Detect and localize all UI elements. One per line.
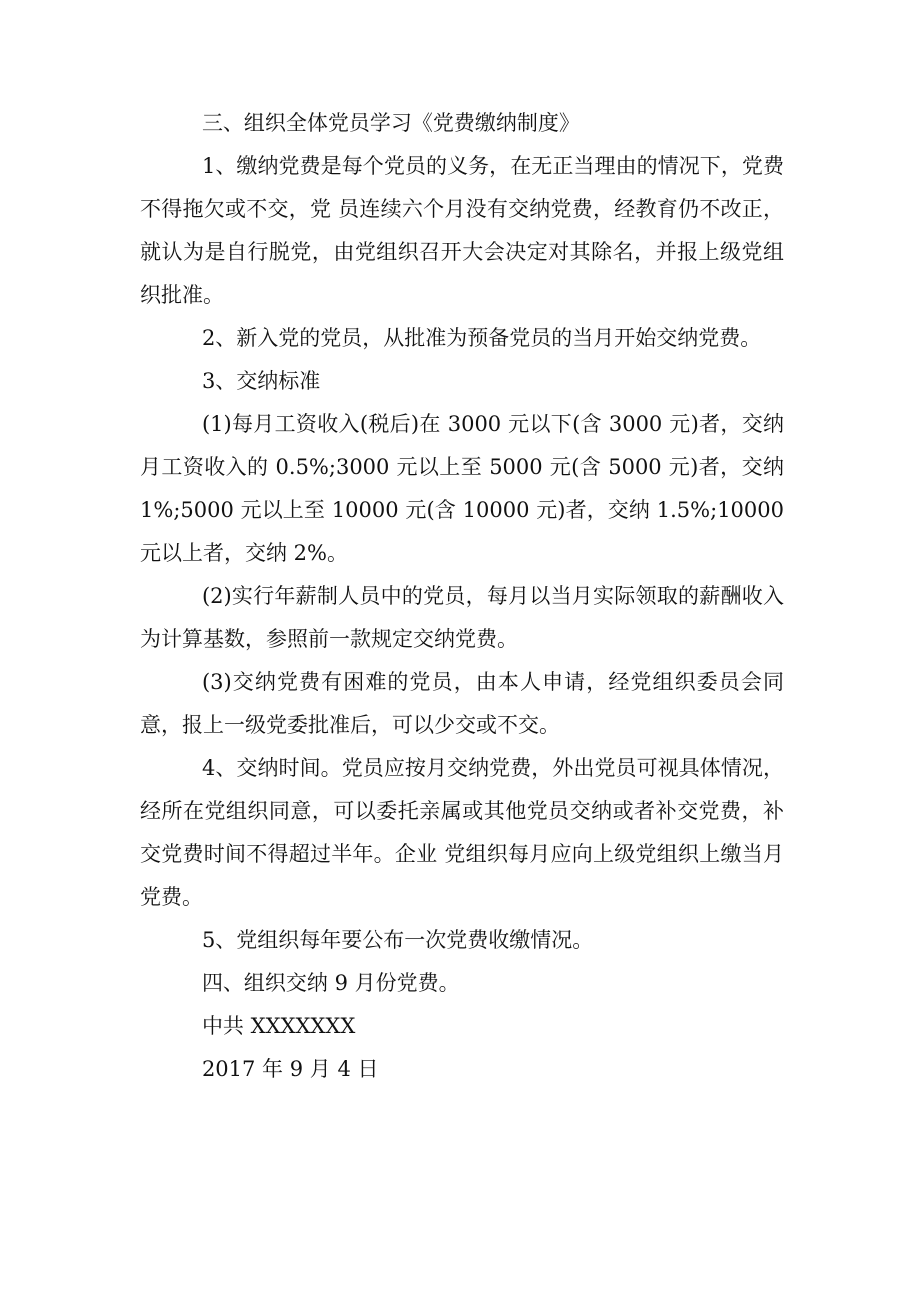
paragraph-item-1: 1、缴纳党费是每个党员的义务，在无正当理由的情况下，党费不得拖欠或不交，党 员连续六个月没有交纳党费，经教育仍不改正，就认为是自行脱党，由党组织召开大会决定对其除名，并报上级党组织批准。 [140, 154, 784, 307]
paragraph-standard-3: (3)交纳党费有困难的党员，由本人申请，经党组织委员会同意，报上一级党委批准后，可以少交或不交。 [140, 670, 784, 737]
paragraph-item-4: 4、交纳时间。党员应按月交纳党费，外出党员可视具体情况，经所在党组织同意，可以委托亲属或其他党员交纳或者补交党费，补交党费时间不得超过半年。企业 党组织每月应向上级党组织上缴当月党费。 [140, 756, 784, 909]
signature-date: 2017 年 9 月 4 日 [201, 1057, 379, 1081]
document-body [140, 102, 784, 1091]
section-heading-four: 四、组织交纳 9 月份党费。 [201, 971, 460, 995]
paragraph-standard-2: (2)实行年薪制人员中的党员，每月以当月实际领取的薪酬收入为计算基数，参照前一款规定交纳党费。 [140, 584, 784, 651]
paragraph-item-3: 3、交纳标准 [201, 369, 321, 393]
section-heading-three: 三、组织全体党员学习《党费缴纳制度》 [201, 111, 580, 135]
signature-organization: 中共 XXXXXXX [201, 1014, 356, 1038]
paragraph-item-5: 5、党组织每年要公布一次党费收缴情况。 [201, 928, 594, 952]
paragraph-standard-1: (1)每月工资收入(税后)在 3000 元以下(含 3000 元)者，交纳月工资收入的 0.5%;3000 元以上至 5000 元(含 5000 元)者，交纳 1%;5000 元以上至 10000 元(含 10000 元)者，交纳 1.5%;10000 元以上者，交纳 2%。 [140, 412, 784, 565]
paragraph-item-2: 2、新入党的党员，从批准为预备党员的当月开始交纳党费。 [201, 326, 762, 350]
